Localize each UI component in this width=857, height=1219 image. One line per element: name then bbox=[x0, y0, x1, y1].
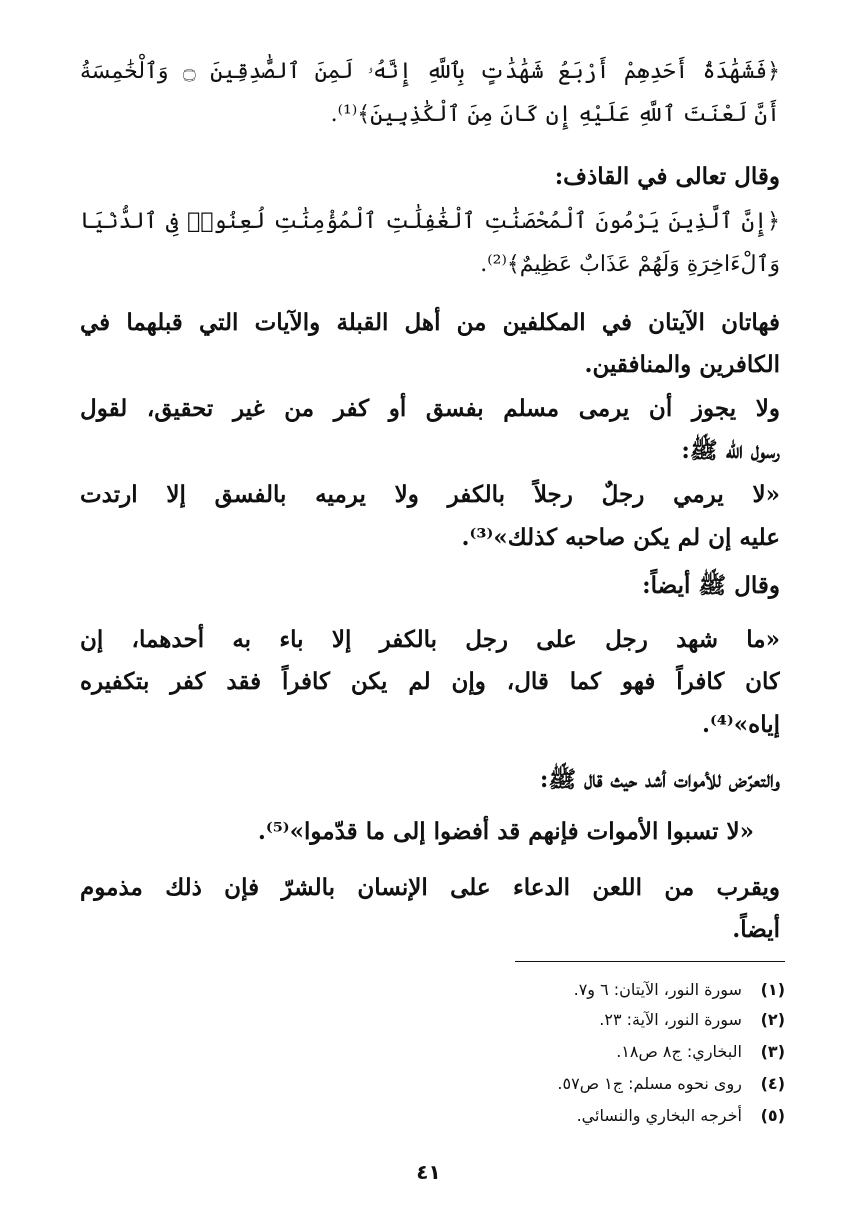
quran-verse-line: وَٱلْءَاخِرَةِ وَلَهُمْ عَذَابٌ عَظِيمٌ﴾⁽²⁾. bbox=[480, 252, 780, 277]
footnote-text: أخرجه البخاري والنسائي. bbox=[576, 1106, 742, 1125]
footnote bbox=[355, 1037, 785, 1067]
quran-verse-line: أَنَّ لَعْنَتَ ٱللَّهِ عَلَيْهِ إِن كَانَ مِنَ ٱلْكَٰذِبِينَ﴾⁽¹⁾. bbox=[330, 102, 780, 127]
hadith-line: «لا يرمي رجلٌ رجلاً بالكفر ولا يرميه بالفسق إلا ارتدت bbox=[80, 481, 780, 508]
footnote-number: (١) bbox=[760, 980, 785, 999]
hadith-line: «لا تسبوا الأموات فإنهم قد أفضوا إلى ما قدّموا»⁽⁵⁾. bbox=[257, 818, 754, 845]
footnote bbox=[355, 1069, 785, 1099]
page-number: ٤١ bbox=[416, 1160, 441, 1184]
footnote-text: سورة النور، الآيتان: ٦ و٧. bbox=[573, 980, 742, 999]
footnote-text: روى نحوه مسلم: ج١ ص٥٧. bbox=[557, 1074, 742, 1093]
paragraph-line: والتعرّض للأموات أشد حيث قال ﷺ: bbox=[539, 766, 780, 793]
paragraph-line: وقال تعالى في القاذف: bbox=[554, 163, 780, 190]
paragraph-line: ويقرب من اللعن الدعاء على الإنسان بالشرّ فإن ذلك مذموم bbox=[80, 874, 780, 901]
hadith-line: إياه»⁽⁴⁾. bbox=[701, 711, 780, 738]
paragraph-line: فهاتان الآيتان في المكلفين من أهل القبلة والآيات التي قبلهما في bbox=[80, 309, 780, 336]
quran-verse-line: ﴿إِنَّ ٱلَّذِينَ يَرْمُونَ ٱلْمُحْصَنَٰتِ ٱلْغَٰفِلَٰتِ ٱلْمُؤْمِنَٰتِ لُعِنُوا۟ فِى ٱلدُّنْيَا bbox=[80, 209, 780, 234]
hadith-line: كان كافراً فهو كما قال، وإن لم يكن كافراً فقد كفر بتكفيره bbox=[80, 668, 780, 695]
hadith-line: عليه إن لم يكن صاحبه كذلك»⁽³⁾. bbox=[461, 524, 780, 551]
footnote bbox=[355, 975, 785, 1005]
footnote-text: البخاري: ج٨ ص١٨. bbox=[616, 1042, 742, 1061]
paragraph-line: ولا يجوز أن يرمى مسلم بفسق أو كفر من غير تحقيق، لقول bbox=[80, 395, 780, 422]
footnote bbox=[355, 1005, 785, 1035]
footnote-number: (٣) bbox=[760, 1042, 785, 1061]
footnote-separator bbox=[515, 961, 785, 962]
paragraph-line: رسول الله ﷺ: bbox=[681, 437, 780, 464]
hadith-line: «ما شهد رجل على رجل بالكفر إلا باء به أحدهما، إن bbox=[80, 626, 780, 653]
footnote-number: (٤) bbox=[760, 1074, 785, 1093]
quran-verse-line: ﴿فَشَهَٰدَةُ أَحَدِهِمْ أَرْبَعُ شَهَٰدَٰتٍ بِٱللَّهِ إِنَّهُۥ لَمِنَ ٱلصَّٰدِقِينَ ۝ وَٱلْخَٰمِسَةُ bbox=[80, 59, 780, 84]
footnote-text: سورة النور، الآية: ٢٣. bbox=[599, 1010, 742, 1029]
footnote bbox=[355, 1101, 785, 1131]
paragraph-line: أيضاً. bbox=[732, 916, 780, 943]
paragraph-line: الكافرين والمنافقين. bbox=[584, 351, 780, 378]
paragraph-line: وقال ﷺ أيضاً: bbox=[642, 572, 780, 599]
footnote-number: (٢) bbox=[760, 1010, 785, 1029]
footnote-number: (٥) bbox=[760, 1106, 785, 1125]
